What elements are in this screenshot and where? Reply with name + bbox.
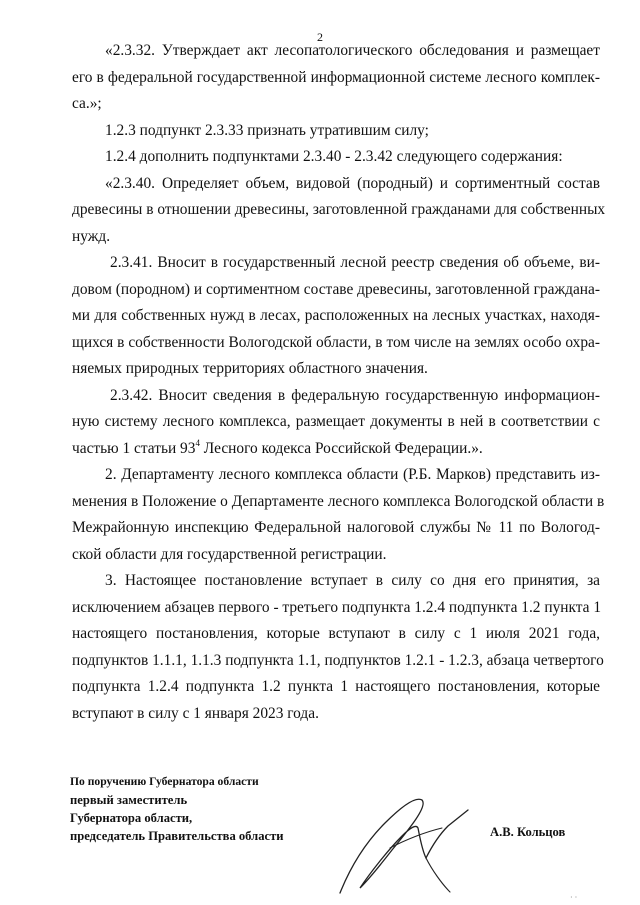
paragraph	[72, 38, 600, 118]
paragraph	[72, 171, 606, 251]
text-line: древесины в отношении древесины, заготовленной гражданами для собственных	[72, 201, 606, 218]
paragraph	[72, 250, 600, 383]
signature-line: первый заместитель	[70, 793, 188, 807]
signatory-name: А.В. Кольцов	[490, 825, 566, 839]
footer-mark: · ·	[570, 893, 578, 902]
text-line: настоящего постановления, которые вступают в силу с 1 июля 2021 года,	[72, 625, 600, 642]
superscript: 4	[195, 437, 200, 448]
paragraph	[72, 383, 600, 463]
signature-line: Губернатора области,	[70, 811, 193, 825]
text-line: «2.3.32. Утверждает акт лесопатологического обследования и размещает	[105, 42, 600, 59]
text-line: вступают в силу с 1 января 2023 года.	[72, 704, 319, 722]
handwritten-signature	[330, 788, 480, 898]
text-line: частью 1 статьи $93^4$ Лесного кодекса Российской Федерации.».	[72, 437, 483, 457]
text-line: щихся в собственности Вологодской области, в том числе на землях особо охра-	[72, 333, 600, 351]
text-line: ской области для государственной регистрации.	[72, 545, 387, 563]
text-line: нужд.	[72, 227, 111, 245]
signature-line: председатель Правительства области	[70, 829, 284, 843]
document-body	[72, 38, 606, 727]
text-line: довом (породном) и сортиментном составе древесины, заготовленной граждана-	[72, 280, 600, 298]
text-line: Межрайонную инспекцию Федеральной налоговой службы № 11 по Вологод-	[72, 519, 600, 536]
text-line: 3. Настоящее постановление вступает в силу со дня его принятия, за	[105, 572, 600, 589]
text-line: исключением абзацев первого - третьего подпункта 1.2.4 подпункта 1.2 пункта 1	[72, 598, 602, 616]
text-line: 2.3.42. Вносит сведения в федеральную государственную информацион-	[110, 386, 600, 404]
signature-line: По поручению Губернатора области	[70, 775, 259, 788]
text-line: его в федеральной государственной информационной системе лесного комплек-	[72, 68, 600, 86]
text-line: ми для собственных нужд в лесах, расположенных на лесных участках, находя-	[72, 307, 600, 324]
text-line: са.»;	[72, 95, 102, 112]
text-line: няемых природных территориях областного значения.	[72, 360, 428, 377]
text-line: подпункта 1.2.4 подпункта 1.2 пункта 1 настоящего постановления, которые	[72, 678, 600, 695]
paragraph	[72, 462, 605, 568]
text-line: менения в Положение о Департаменте лесного комплекса Вологодской области в	[72, 492, 605, 510]
text-line: «2.3.40. Определяет объем, видовой (породный) и сортиментный состав	[105, 174, 600, 192]
text-line: подпунктов 1.1.1, 1.1.3 подпункта 1.1, подпунктов 1.2.1 - 1.2.3, абзаца четвертого	[72, 651, 604, 669]
text-line: 2.3.41. Вносит в государственный лесной реестр сведения об объеме, ви-	[110, 254, 600, 271]
text-line: 1.2.3 подпункт 2.3.33 признать утратившим силу;	[105, 121, 429, 139]
paragraph	[72, 118, 600, 145]
page-number: 2	[317, 30, 323, 44]
text-line: ную систему лесного комплекса, размещает документы в ней в соответствии с	[72, 413, 600, 430]
text-line: 1.2.4 дополнить подпунктами 2.3.40 - 2.3.42 следующего содержания:	[105, 148, 563, 165]
paragraph	[72, 144, 600, 171]
paragraph	[72, 568, 604, 727]
text-line: 2. Департаменту лесного комплекса области (Р.Б. Марков) представить из-	[105, 466, 600, 483]
